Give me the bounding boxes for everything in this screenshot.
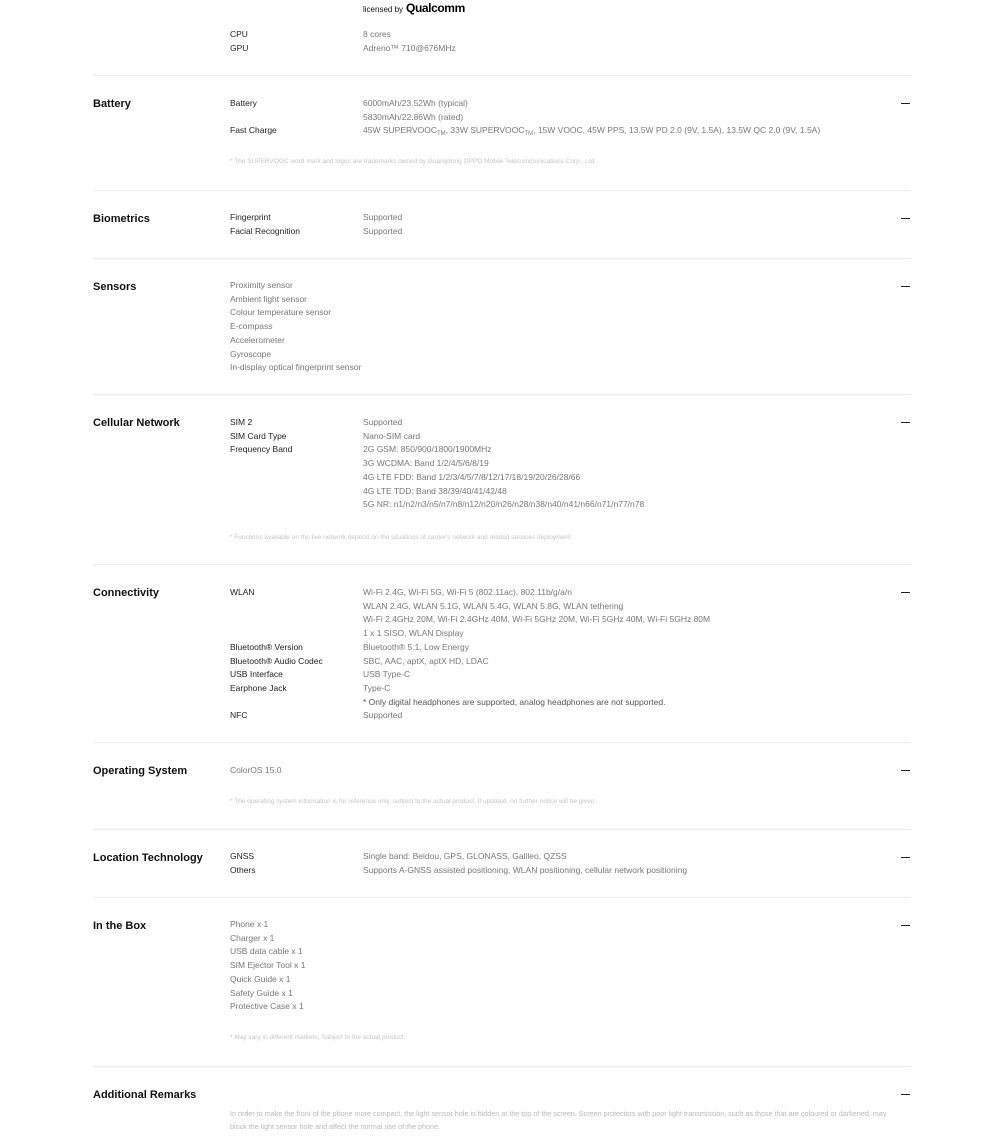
spec-row-sim2: [230, 416, 910, 430]
section-body: [230, 97, 910, 165]
section-body: [230, 586, 910, 723]
spec-row-battery: [230, 97, 910, 124]
spec-line: WLAN 2.4G, WLAN 5.1G, WLAN 5.4G, WLAN 5.8G, WLAN tethering: [363, 600, 624, 611]
list-item: E-compass: [230, 321, 273, 332]
section-body: [230, 850, 910, 877]
os-value: ColorOS 15.0: [230, 765, 282, 775]
spec-value: USB Type-C: [363, 669, 411, 680]
spec-line: * Only digital headphones are supported, analog headphones are not supported.: [363, 696, 666, 707]
spec-line: 4G LTE TDD: Band 38/39/40/41/42/48: [363, 485, 507, 496]
spec-row-fingerprint: [230, 211, 910, 225]
spec-value: [363, 124, 820, 142]
collapse-minus-icon[interactable]: [901, 1094, 910, 1095]
spec-value: Supported: [363, 225, 403, 236]
list-item: Safety Guide x 1: [230, 987, 293, 998]
spec-key: Facial Recognition: [230, 225, 300, 236]
fast-charge-part: , 33W SUPERVOOC: [445, 125, 525, 136]
footnote: * May vary in different markets. Subject to the actual product.: [230, 1033, 406, 1041]
spec-row-usb-interface: [230, 668, 910, 682]
section-sensors: [93, 258, 911, 395]
list-item: Charger x 1: [230, 932, 275, 943]
fast-charge-part: , 15W VOOC, 45W PPS, 13.5W PD 2.0 (9V, 1.5A), 13.5W QC 2.0 (9V, 1.5A): [533, 125, 821, 136]
spec-row-gnss: [230, 850, 910, 864]
section-operating-system: [93, 742, 911, 830]
spec-value: 8 cores: [363, 29, 391, 39]
spec-value: Supported: [363, 417, 403, 427]
spec-line: Type-C: [363, 682, 391, 693]
fast-charge-part: 45W SUPERVOOC: [363, 125, 438, 136]
footnote: * The SUPERVOOC word mark and logos are trademarks owned by Guangdong OPPO Mobile Telecommunications Corp., Ltd.: [230, 158, 596, 166]
spec-key: SIM 2: [230, 417, 253, 427]
section-title: Cellular Network: [93, 417, 180, 429]
section-body: [230, 279, 910, 375]
list-item: Quick Guide x 1: [230, 973, 291, 984]
spec-value: Single band: Beidou, GPS, GLONASS, Galileo, QZSS: [363, 851, 567, 861]
spec-key: Bluetooth® Version: [230, 641, 303, 652]
section-in-the-box: [93, 897, 911, 1067]
spec-key: Earphone Jack: [230, 682, 287, 693]
spec-value: Supported: [363, 710, 403, 721]
spec-key: USB Interface: [230, 669, 283, 680]
spec-key: Battery: [230, 98, 257, 108]
list-item: Colour temperature sensor: [230, 307, 332, 318]
section-biometrics: [93, 190, 911, 259]
section-location-technology: [93, 829, 911, 898]
spec-row-gpu: [230, 42, 910, 56]
spec-value: Bluetooth® 5.1, Low Energy: [363, 641, 469, 652]
list-item: USB data cable x 1: [230, 946, 303, 957]
spec-line: 3G WCDMA: Band 1/2/4/5/6/8/19: [363, 458, 489, 469]
section-body: [230, 416, 910, 541]
spec-row-sim-card-type: [230, 430, 910, 444]
spec-row-facial-recognition: [230, 225, 910, 239]
spec-value: [363, 682, 665, 709]
spec-value: Supports A-GNSS assisted positioning, WLAN positioning, cellular network positioning: [363, 864, 688, 875]
section-title: Location Technology: [93, 852, 203, 864]
spec-line: 1 x 1 SISO, WLAN Display: [363, 628, 464, 639]
section-body: [230, 764, 910, 805]
list-item: Accelerometer: [230, 334, 285, 345]
footnote: * Functions available on the live network depend on the situations of carrier's network and related services deployment.: [230, 533, 573, 541]
spec-key: Fast Charge: [230, 125, 277, 136]
list-item: In-display optical fingerprint sensor: [230, 362, 362, 373]
spec-key: WLAN: [230, 587, 255, 597]
section-title: Battery: [93, 98, 131, 110]
spec-key: NFC: [230, 710, 248, 721]
section-connectivity: [93, 564, 911, 743]
section-title: Connectivity: [93, 587, 160, 599]
spec-value: Supported: [363, 212, 403, 222]
spec-line: 5830mAh/22.86Wh (rated): [363, 111, 464, 122]
spec-line: 2G GSM: 850/900/1800/1900MHz: [363, 444, 492, 455]
section-body: [230, 211, 910, 238]
spec-value: [363, 443, 644, 512]
list-item: Gyroscope: [230, 348, 272, 359]
section-title: Biometrics: [93, 213, 150, 225]
spec-value: Nano-SIM card: [363, 430, 421, 441]
spec-row-others: [230, 864, 910, 878]
list-item: SIM Ejector Tool x 1: [230, 960, 306, 971]
spec-value: [363, 586, 710, 641]
spec-key: Frequency Band: [230, 444, 293, 455]
spec-line: 5G NR: n1/n2/n3/n5/n7/n8/n12/n20/n26/n28/n38/n40/n41/n66/n71/n77/n78: [363, 499, 645, 510]
spec-key: SIM Card Type: [230, 430, 287, 441]
section-title: Additional Remarks: [93, 1089, 197, 1101]
spec-key: GNSS: [230, 851, 255, 861]
qualcomm-license-logo: [363, 1, 465, 15]
spec-value: SBC, AAC, aptX, aptX HD, LDAC: [363, 655, 489, 666]
spec-row-bluetooth-version: [230, 641, 910, 655]
spec-row-fast-charge: [230, 124, 910, 142]
spec-line: 4G LTE FDD: Band 1/2/3/4/5/7/8/12/17/18/19/20/26/28/66: [363, 471, 581, 482]
spec-row-cpu: [230, 28, 910, 42]
spec-key: Others: [230, 864, 256, 875]
list-item: Proximity sensor: [230, 280, 293, 290]
spec-value: Adreno™ 710@676MHz: [363, 42, 456, 53]
trademark-sub: TM: [524, 131, 534, 138]
spec-key: CPU: [230, 29, 248, 39]
licensed-by-text: licensed by: [363, 5, 404, 14]
section-body: [230, 1108, 910, 1133]
section-title: Operating System: [93, 765, 188, 777]
list-item: Protective Case x 1: [230, 1001, 304, 1012]
processor-specs: [230, 28, 910, 55]
list-item: Ambient light sensor: [230, 293, 308, 304]
qualcomm-brand: Qualcomm: [406, 1, 465, 15]
spec-key: Bluetooth® Audio Codec: [230, 655, 323, 666]
spec-key: GPU: [230, 42, 249, 53]
section-cellular-network: [93, 394, 911, 565]
spec-value: [363, 97, 468, 124]
spec-line: 6000mAh/23.52Wh (typical): [363, 98, 468, 108]
spec-row-bluetooth-codec: [230, 655, 910, 669]
spec-key: Fingerprint: [230, 212, 271, 222]
trademark-sub: TM: [437, 131, 446, 138]
section-additional-remarks: [93, 1066, 911, 1143]
section-title: Sensors: [93, 281, 137, 293]
section-battery: [93, 75, 911, 191]
section-title: In the Box: [93, 920, 147, 932]
spec-row-wlan: [230, 586, 910, 641]
spec-row-frequency-band: [230, 443, 910, 512]
list-item: Phone x 1: [230, 919, 269, 929]
spec-row-nfc: [230, 709, 910, 723]
spec-row-earphone-jack: [230, 682, 910, 709]
section-body: [230, 918, 910, 1041]
remark-text: In order to make the front of the phone more compact, the light sensor hole is hidden at the top of the screen. Screen protectors with poor light transmission, such as those that are coloured or darkened, may block the light sensor hole and affect the normal use of the phone.: [230, 1109, 887, 1131]
footnote: * The operating system information is for reference only, subject to the actual product. If updated, no further notice will be given.: [230, 797, 597, 805]
spec-line: Wi-Fi 2.4G, Wi-Fi 5G, Wi-Fi 5 (802.11ac), 802.11b/g/a/n: [363, 587, 572, 597]
spec-line: Wi-Fi 2.4GHz 20M, Wi-Fi 2.4GHz 40M, Wi-Fi 5GHz 20M, Wi-Fi 5GHz 40M, Wi-Fi 5GHz 80M: [363, 614, 711, 625]
